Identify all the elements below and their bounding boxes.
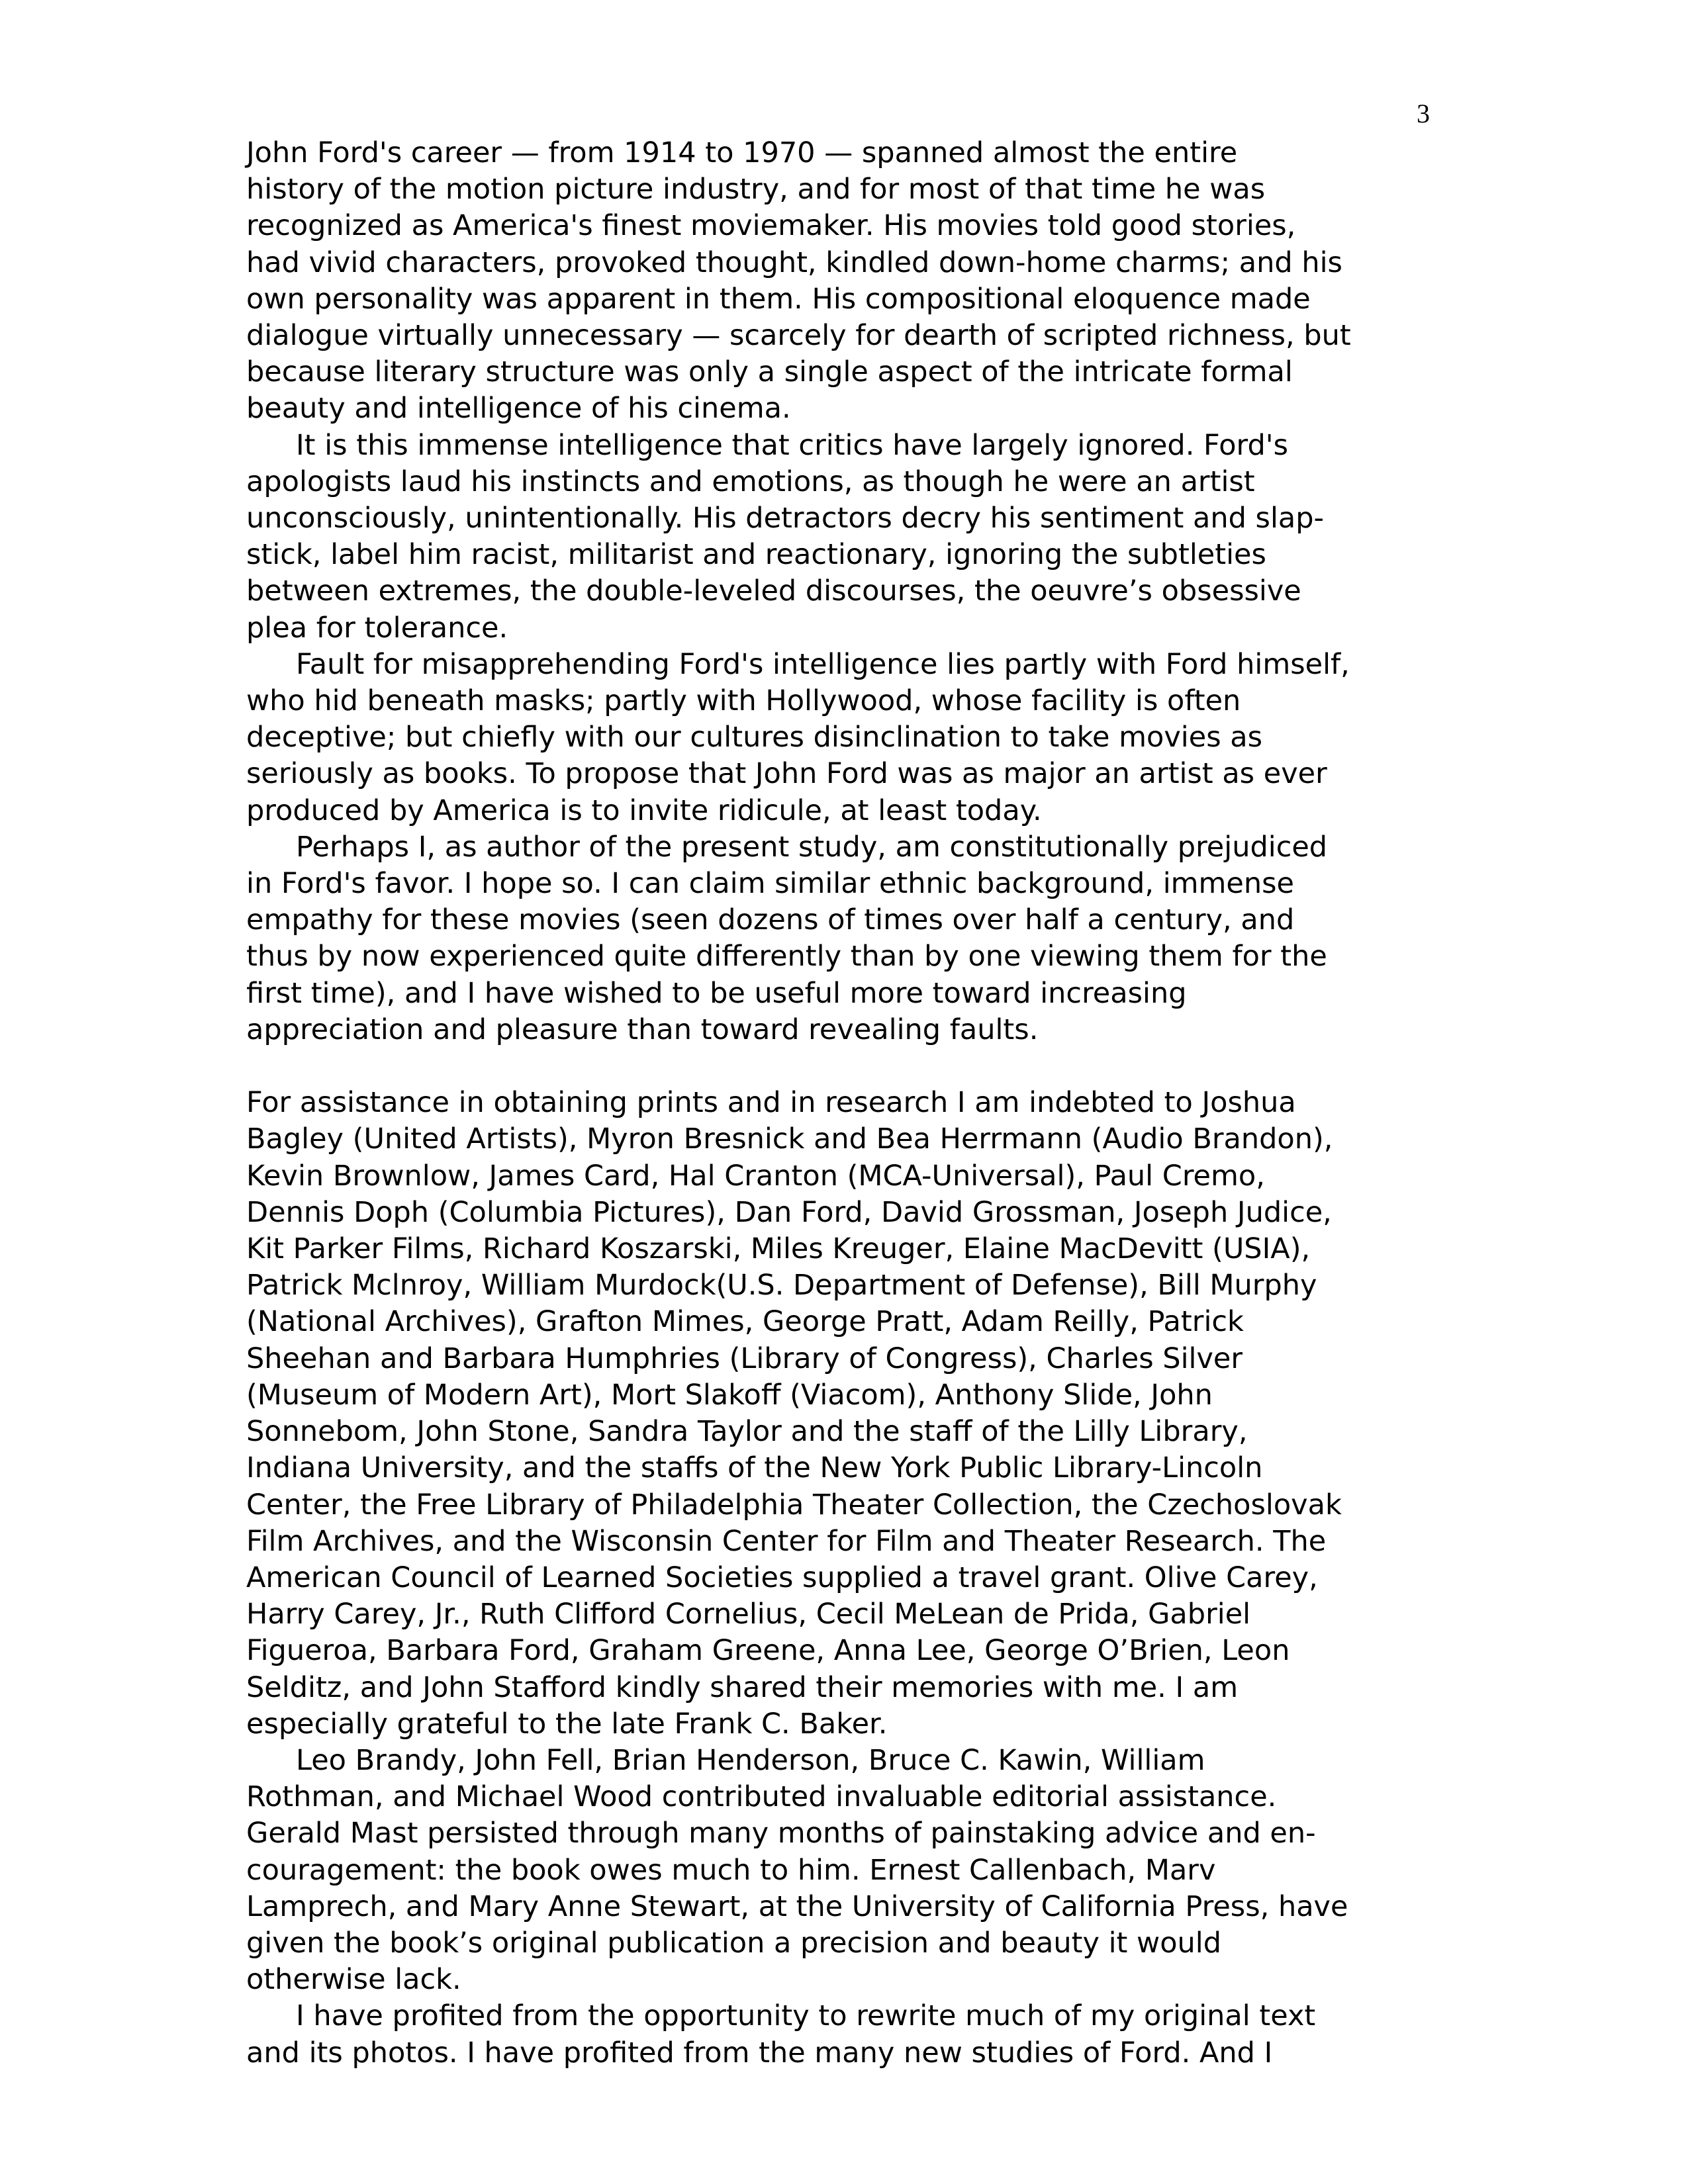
text-line: dialogue virtually unnecessary — scarcely for dearth of scripted richness, but [246,319,1351,353]
text-line: because literary structure was only a single aspect of the intricate formal [246,355,1293,389]
text-line: seriously as books. To propose that John Ford was as major an artist as ever [246,757,1327,791]
text-line: (National Archives), Grafton Mimes, George Pratt, Adam Reilly, Patrick [246,1305,1244,1339]
text-line: recognized as America's finest moviemaker. His movies told good stories, [246,209,1296,243]
paragraph [246,1743,1438,1998]
text-line: Gerald Mast persisted through many months of painstaking advice and en- [246,1817,1316,1850]
text-line: appreciation and pleasure than toward revealing faults. [246,1013,1039,1046]
text-line: couragement: the book owes much to him. Ernest Callenbach, Marv [246,1853,1216,1887]
text-line: I have profited from the opportunity to rewrite much of my original text [296,1999,1316,2033]
text-line: Center, the Free Library of Philadelphia Theater Collection, the Czechoslovak [246,1488,1342,1522]
text-line: Sheehan and Barbara Humphries (Library of Congress), Charles Silver [246,1342,1243,1375]
text-line: deceptive; but chiefly with our cultures disinclination to take movies as [246,721,1263,754]
text-line: had vivid characters, provoked thought, kindled down-home charms; and his [246,246,1342,279]
text-line: Leo Brandy, John Fell, Brian Henderson, Bruce C. Kawin, William [296,1743,1205,1777]
body-text [246,135,1438,2071]
page-number: 3 [1417,99,1430,128]
text-line: Selditz, and John Stafford kindly shared their memories with me. I am [246,1670,1239,1704]
text-line: Indiana University, and the staffs of the New York Public Library-Lincoln [246,1451,1263,1485]
text-line: John Ford's career — from 1914 to 1970 — spanned almost the entire [246,136,1238,169]
text-line: Film Archives, and the Wisconsin Center for Film and Theater Research. The [246,1524,1327,1558]
text-line: especially grateful to the late Frank C. Baker. [246,1707,888,1741]
paragraph [246,829,1438,1048]
text-line: Dennis Doph (Columbia Pictures), Dan Ford, David Grossman, Joseph Judice, [246,1195,1332,1229]
text-line: Patrick Mclnroy, William Murdock(U.S. Department of Defense), Bill Murphy [246,1269,1317,1302]
paragraph [246,135,1438,428]
text-line: unconsciously, unintentionally. His detractors decry his sentiment and slap- [246,502,1325,535]
acknowledgments-section [246,1085,1438,2071]
text-line: Bagley (United Artists), Myron Bresnick and Bea Herrmann (Audio Brandon), [246,1122,1333,1156]
introduction-section [246,135,1438,1048]
text-line: own personality was apparent in them. His compositional eloquence made [246,282,1311,316]
text-line: American Council of Learned Societies supplied a travel grant. Olive Carey, [246,1561,1318,1594]
text-line: in Ford's favor. I hope so. I can claim similar ethnic background, immense [246,867,1294,901]
text-line: thus by now experienced quite differently than by one viewing them for the [246,940,1327,974]
paragraph [246,1998,1438,2071]
text-line: Perhaps I, as author of the present study, am constitutionally prejudiced [296,830,1328,864]
text-line: history of the motion picture industry, and for most of that time he was [246,173,1266,206]
text-line: produced by America is to invite ridicule, at least today. [246,794,1042,827]
text-line: empathy for these movies (seen dozens of times over half a century, and [246,903,1295,937]
text-line: beauty and intelligence of his cinema. [246,392,791,426]
text-line: otherwise lack. [246,1963,461,1997]
text-line: Lamprech, and Mary Anne Stewart, at the University of California Press, have [246,1889,1348,1923]
text-line: first time), and I have wished to be useful more toward increasing [246,976,1187,1010]
text-line: Rothman, and Michael Wood contributed invaluable editorial assistance. [246,1780,1277,1814]
text-line: It is this immense intelligence that critics have largely ignored. Ford's [296,428,1288,462]
text-line: Harry Carey, Jr., Ruth Clifford Cornelius, Cecil MeLean de Prida, Gabriel [246,1598,1251,1631]
text-line: stick, label him racist, militarist and reactionary, ignoring the subtleties [246,538,1266,572]
text-line: Kit Parker Films, Richard Koszarski, Miles Kreuger, Elaine MacDevitt (USIA), [246,1232,1311,1266]
text-line: Sonnebom, John Stone, Sandra Taylor and the staff of the Lilly Library, [246,1415,1248,1449]
text-line: who hid beneath masks; partly with Hollywood, whose facility is often [246,684,1241,718]
paragraph [246,647,1438,829]
text-line: apologists laud his instincts and emotions, as though he were an artist [246,465,1255,498]
text-line: given the book’s original publication a precision and beauty it would [246,1926,1222,1960]
paragraph [246,428,1438,647]
text-line: and its photos. I have profited from the many new studies of Ford. And I [246,2036,1273,2070]
text-line: Kevin Brownlow, James Card, Hal Cranton (MCA-Universal), Paul Cremo, [246,1159,1265,1193]
text-line: plea for tolerance. [246,611,508,645]
paragraph [246,1085,1438,1743]
text-line: For assistance in obtaining prints and in research I am indebted to Joshua [246,1086,1296,1120]
text-line: between extremes, the double-leveled discourses, the oeuvre’s obsessive [246,574,1301,608]
text-line: Figueroa, Barbara Ford, Graham Greene, Anna Lee, George O’Brien, Leon [246,1634,1290,1668]
text-line: Fault for misapprehending Ford's intelligence lies partly with Ford himself, [296,647,1350,681]
text-line: (Museum of Modern Art), Mort Slakoff (Viacom), Anthony Slide, John [246,1378,1213,1412]
